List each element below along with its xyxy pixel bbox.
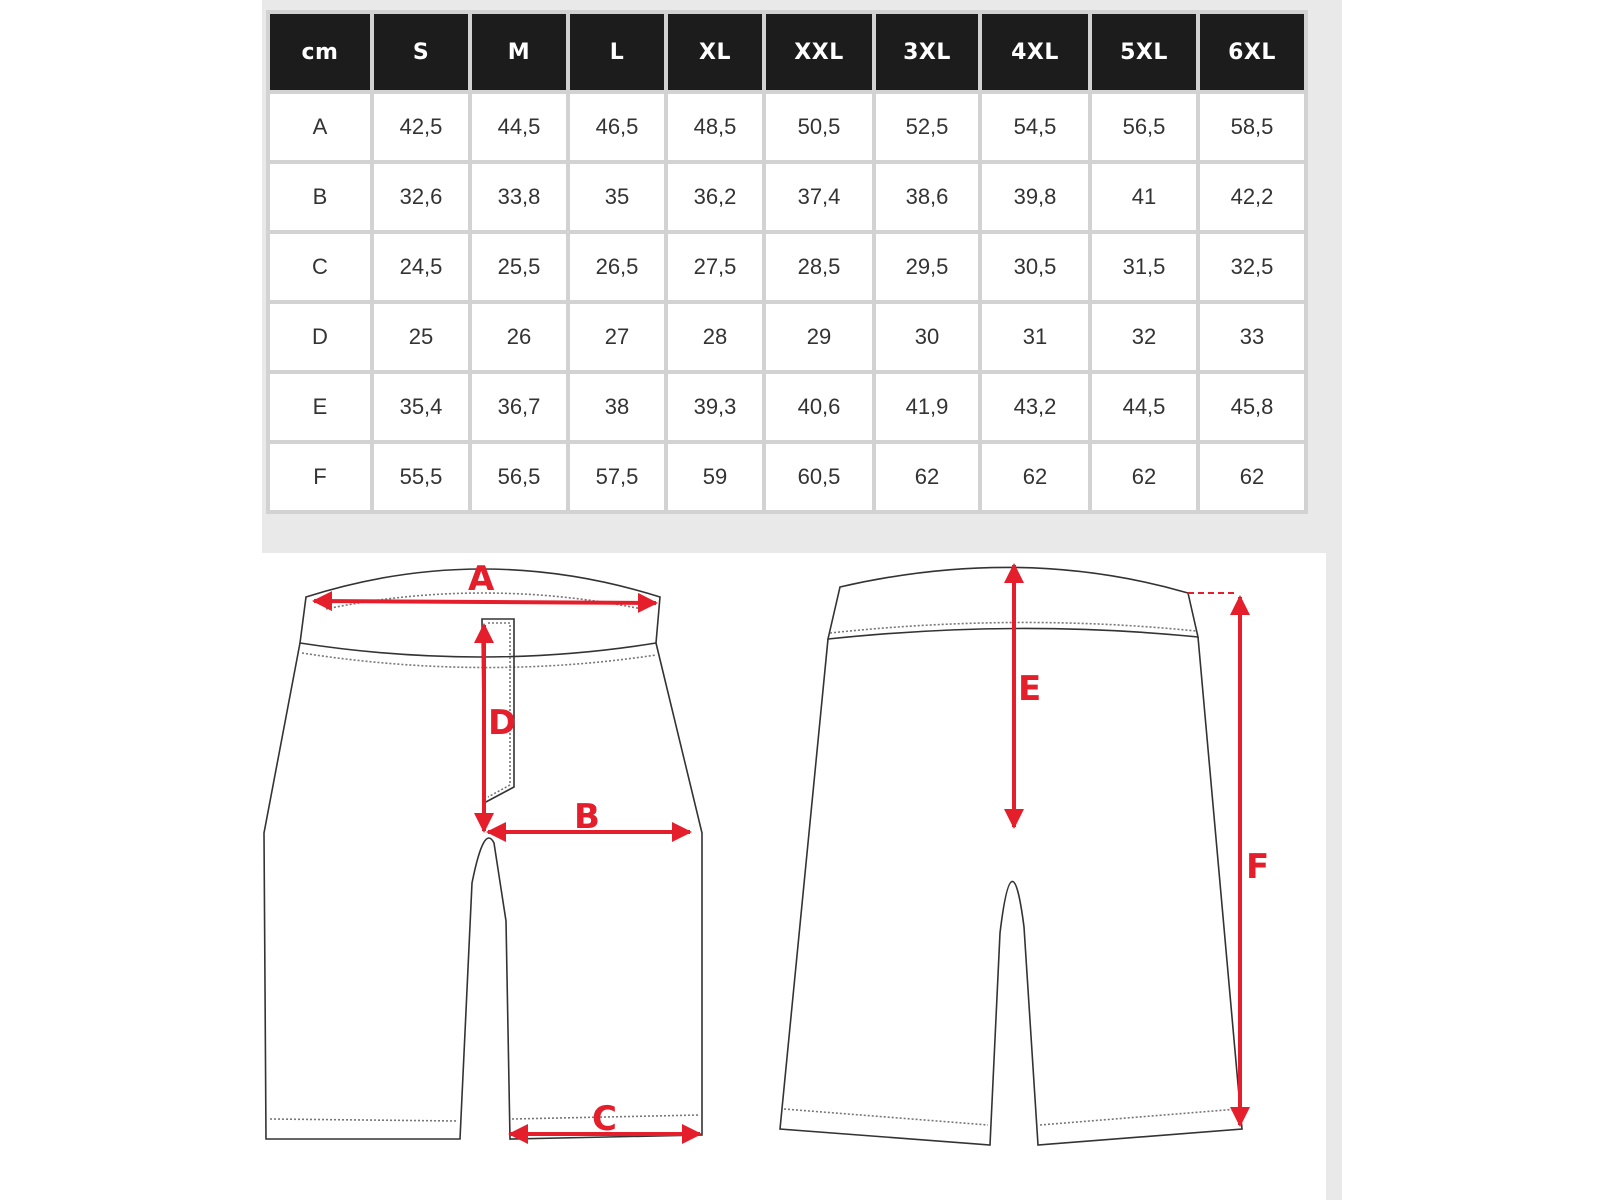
table-row: [270, 164, 1304, 230]
table-cell: 32,5: [1200, 234, 1304, 300]
table-cell: 42,5: [374, 94, 468, 160]
size-header: 5XL: [1092, 14, 1196, 90]
table-cell: 60,5: [766, 444, 872, 510]
table-cell: 62: [1200, 444, 1304, 510]
row-label: A: [270, 94, 370, 160]
size-header: S: [374, 14, 468, 90]
table-cell: 45,8: [1200, 374, 1304, 440]
table-cell: 27,5: [668, 234, 762, 300]
table-cell: 37,4: [766, 164, 872, 230]
arrow-a: [314, 601, 656, 603]
table-cell: 55,5: [374, 444, 468, 510]
table-cell: 48,5: [668, 94, 762, 160]
table-cell: 39,3: [668, 374, 762, 440]
table-cell: 42,2: [1200, 164, 1304, 230]
size-header: L: [570, 14, 664, 90]
label-c: C: [592, 1099, 617, 1139]
table-cell: 32,6: [374, 164, 468, 230]
table-cell: 46,5: [570, 94, 664, 160]
table-cell: 29,5: [876, 234, 978, 300]
table-cell: 35: [570, 164, 664, 230]
unit-header: cm: [270, 14, 370, 90]
size-header: 6XL: [1200, 14, 1304, 90]
label-a: A: [468, 559, 495, 599]
table-cell: 38,6: [876, 164, 978, 230]
table-cell: 41,9: [876, 374, 978, 440]
table-cell: 33: [1200, 304, 1304, 370]
size-header: XL: [668, 14, 762, 90]
table-cell: 31: [982, 304, 1088, 370]
table-cell: 44,5: [472, 94, 566, 160]
size-table: [266, 10, 1308, 514]
table-cell: 40,6: [766, 374, 872, 440]
table-cell: 57,5: [570, 444, 664, 510]
size-header: M: [472, 14, 566, 90]
table-cell: 52,5: [876, 94, 978, 160]
table-cell: 36,7: [472, 374, 566, 440]
table-row: [270, 94, 1304, 160]
table-cell: 29: [766, 304, 872, 370]
size-header: 4XL: [982, 14, 1088, 90]
table-cell: 36,2: [668, 164, 762, 230]
row-label: C: [270, 234, 370, 300]
label-e: E: [1018, 669, 1042, 709]
row-label: B: [270, 164, 370, 230]
table-cell: 62: [1092, 444, 1196, 510]
table-row: [270, 444, 1304, 510]
table-cell: 58,5: [1200, 94, 1304, 160]
table-cell: 38: [570, 374, 664, 440]
table-cell: 26,5: [570, 234, 664, 300]
table-cell: 56,5: [472, 444, 566, 510]
back-view-shorts: [780, 567, 1242, 1145]
table-cell: 30: [876, 304, 978, 370]
table-cell: 30,5: [982, 234, 1088, 300]
table-cell: 28: [668, 304, 762, 370]
table-cell: 54,5: [982, 94, 1088, 160]
table-cell: 24,5: [374, 234, 468, 300]
table-cell: 62: [876, 444, 978, 510]
table-cell: 41: [1092, 164, 1196, 230]
shorts-diagram: [262, 553, 1326, 1200]
label-d: D: [488, 703, 517, 743]
label-f: F: [1246, 847, 1270, 887]
table-cell: 39,8: [982, 164, 1088, 230]
row-label: F: [270, 444, 370, 510]
table-cell: 62: [982, 444, 1088, 510]
table-cell: 35,4: [374, 374, 468, 440]
table-row: [270, 374, 1304, 440]
shorts-illustration: [262, 553, 1326, 1200]
table-cell: 44,5: [1092, 374, 1196, 440]
row-label: D: [270, 304, 370, 370]
table-row: [270, 234, 1304, 300]
table-row: [270, 304, 1304, 370]
size-header: XXL: [766, 14, 872, 90]
row-label: E: [270, 374, 370, 440]
table-cell: 50,5: [766, 94, 872, 160]
table-cell: 33,8: [472, 164, 566, 230]
table-cell: 56,5: [1092, 94, 1196, 160]
table-cell: 59: [668, 444, 762, 510]
table-cell: 26: [472, 304, 566, 370]
table-cell: 32: [1092, 304, 1196, 370]
table-cell: 43,2: [982, 374, 1088, 440]
label-b: B: [574, 797, 600, 837]
table-cell: 27: [570, 304, 664, 370]
table-cell: 25,5: [472, 234, 566, 300]
table-header-row: [270, 14, 1304, 90]
table-cell: 28,5: [766, 234, 872, 300]
table-cell: 25: [374, 304, 468, 370]
table-cell: 31,5: [1092, 234, 1196, 300]
size-header: 3XL: [876, 14, 978, 90]
